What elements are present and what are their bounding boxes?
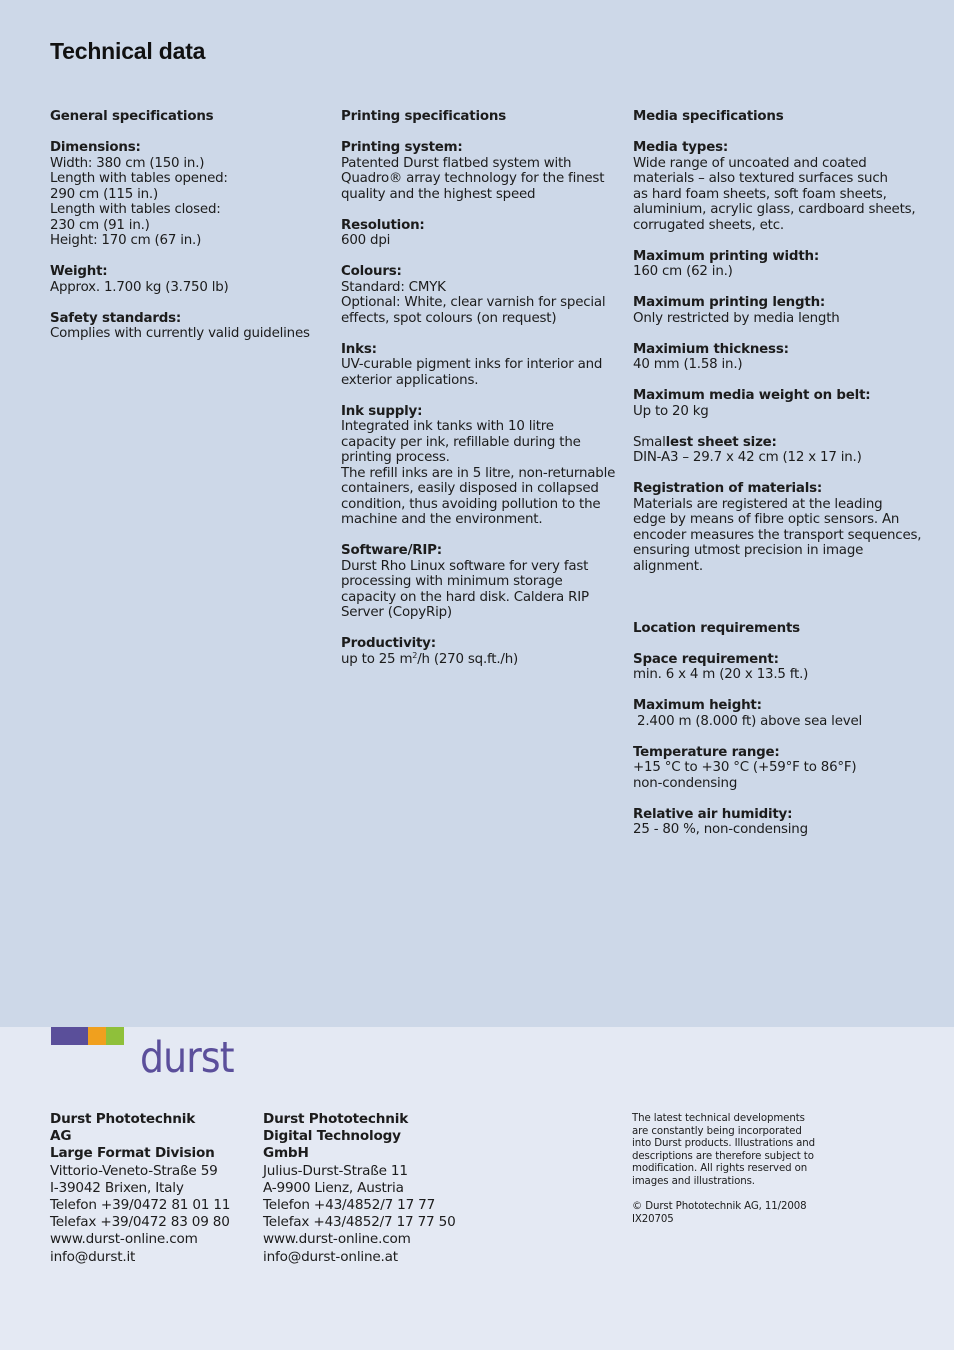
ink-supply-block	[341, 404, 623, 528]
temperature-label: Temperature range:	[633, 744, 780, 760]
registration-line: ensuring utmost precision in image	[633, 543, 864, 558]
max-thickness-label: Maximium thickness:	[633, 341, 789, 357]
ink-supply-line: capacity per ink, refillable during the	[341, 434, 581, 450]
telephone: Telefon +39/0472 81 01 11	[50, 1197, 231, 1214]
document-code: IX20705	[632, 1213, 674, 1225]
media-types-line: Wide range of uncoated and coated	[633, 155, 867, 171]
registration-block	[633, 481, 933, 574]
dimensions-line: Height: 170 cm (67 in.)	[50, 233, 202, 248]
productivity-label: Productivity:	[341, 636, 436, 651]
ink-supply-label: Ink supply:	[341, 403, 423, 419]
general-specifications-column	[50, 109, 330, 357]
ink-supply-line: condition, thus avoiding pollution to the	[341, 496, 601, 512]
company-name-line: AG	[50, 1128, 72, 1145]
humidity-value: 25 - 80 %, non-condensing	[633, 822, 808, 837]
software-block	[341, 543, 623, 621]
ink-supply-line: Integrated ink tanks with 10 litre	[341, 419, 554, 434]
registration-line: encoder measures the transport sequences,	[633, 527, 922, 543]
durst-logo: durst	[140, 1033, 234, 1083]
colours-line: effects, spot colours (on request)	[341, 310, 557, 326]
max-thickness-block	[633, 342, 933, 373]
smallest-sheet-label-start: Smal	[633, 434, 666, 450]
spacer	[632, 1189, 832, 1202]
temperature-line: +15 °C to +30 °C (+59°F to 86°F)	[633, 760, 857, 775]
software-line: capacity on the hard disk. Caldera RIP	[341, 589, 589, 605]
productivity-value	[341, 652, 623, 668]
disclaimer-line: are constantly being incorporated	[632, 1125, 802, 1137]
email-link[interactable]: info@durst-online.at	[263, 1248, 398, 1265]
address-durst-ag	[50, 1111, 250, 1266]
inks-line: UV-curable pigment inks for interior and	[341, 357, 603, 372]
registration-line: edge by means of fibre optic sensors. An	[633, 512, 900, 527]
city-address: A-9900 Lienz, Austria	[263, 1179, 404, 1196]
productivity-block	[341, 636, 623, 667]
media-types-line: as hard foam sheets, soft foam sheets,	[633, 186, 887, 202]
ink-supply-line: containers, easily disposed in collapsed	[341, 481, 599, 496]
max-thickness-value: 40 mm (1.58 in.)	[633, 357, 743, 372]
max-length-label: Maximum printing length:	[633, 295, 826, 310]
dimensions-label: Dimensions:	[50, 140, 141, 155]
disclaimer-line: images and illustrations.	[632, 1175, 755, 1187]
resolution-block	[341, 218, 623, 249]
disclaimer-line: modification. All rights reserved on	[632, 1163, 808, 1175]
website-link[interactable]: www.durst-online.com	[263, 1231, 411, 1248]
disclaimer-line: The latest technical developments	[632, 1113, 805, 1124]
division-name: Large Format Division	[50, 1145, 215, 1162]
max-width-value: 160 cm (62 in.)	[633, 264, 733, 279]
street-address: Vittorio-Veneto-Straße 59	[50, 1162, 218, 1179]
company-name-line: Durst Phototechnik	[263, 1111, 409, 1127]
email-link[interactable]: info@durst.it	[50, 1248, 136, 1265]
location-requirements-heading: Location requirements	[633, 620, 800, 636]
company-name-line: Digital Technology	[263, 1128, 401, 1145]
media-specifications-heading: Media specifications	[633, 109, 784, 124]
software-line: processing with minimum storage	[341, 574, 563, 589]
resolution-label: Resolution:	[341, 217, 425, 233]
smallest-sheet-label	[633, 435, 933, 451]
productivity-superscript: 2	[412, 650, 418, 660]
max-length-block	[633, 295, 933, 326]
colours-block	[341, 264, 623, 326]
printing-system-label: Printing system:	[341, 140, 463, 155]
software-label: Software/RIP:	[341, 543, 442, 558]
temperature-block	[633, 745, 933, 792]
weight-value: Approx. 1.700 kg (3.750 lb)	[50, 279, 229, 295]
max-height-value: 2.400 m (8.000 ft) above sea level	[633, 713, 863, 729]
max-length-value: Only restricted by media length	[633, 310, 840, 326]
registration-line: alignment.	[633, 558, 703, 574]
company-name-line: Durst Phototechnik	[50, 1111, 196, 1127]
footer	[0, 1027, 954, 1350]
max-width-label: Maximum printing width:	[633, 248, 820, 264]
logo-bar-orange	[88, 1027, 106, 1045]
media-types-label: Media types:	[633, 140, 729, 155]
max-weight-label: Maximum media weight on belt:	[633, 388, 871, 403]
website-link[interactable]: www.durst-online.com	[50, 1231, 198, 1248]
registration-line: Materials are registered at the leading	[633, 496, 883, 512]
printing-system-line: Quadro® array technology for the finest	[341, 171, 605, 186]
dimensions-line: Length with tables opened:	[50, 171, 228, 186]
registration-label: Registration of materials:	[633, 481, 823, 496]
max-height-label: Maximum height:	[633, 698, 762, 713]
max-height-block	[633, 698, 933, 729]
printing-system-line: quality and the highest speed	[341, 186, 536, 202]
smallest-sheet-value: DIN-A3 – 29.7 x 42 cm (12 x 17 in.)	[633, 450, 862, 465]
colours-line: Standard: CMYK	[341, 279, 446, 295]
productivity-value-end: /h (270 sq.ft./h)	[417, 651, 519, 667]
safety-label: Safety standards:	[50, 310, 182, 326]
telefax: Telefax +39/0472 83 09 80	[50, 1214, 230, 1231]
printing-system-block	[341, 140, 623, 202]
colours-line: Optional: White, clear varnish for special	[341, 295, 606, 310]
disclaimer-line: descriptions are therefore subject to	[632, 1150, 814, 1162]
media-types-line: corrugated sheets, etc.	[633, 217, 784, 233]
copyright: © Durst Phototechnik AG, 11/2008	[632, 1201, 807, 1213]
max-weight-block	[633, 388, 933, 419]
dimensions-block	[50, 140, 330, 249]
software-line: Durst Rho Linux software for very fast	[341, 558, 589, 574]
space-requirement-label: Space requirement:	[633, 651, 779, 667]
ink-supply-line: The refill inks are in 5 litre, non-returnable	[341, 465, 616, 481]
inks-block	[341, 342, 623, 389]
space-requirement-value: min. 6 x 4 m (20 x 13.5 ft.)	[633, 667, 809, 682]
ink-supply-line: printing process.	[341, 450, 450, 465]
humidity-block	[633, 807, 933, 838]
dimensions-line: 290 cm (115 in.)	[50, 186, 159, 202]
inks-line: exterior applications.	[341, 372, 479, 388]
resolution-value: 600 dpi	[341, 233, 391, 248]
max-weight-value: Up to 20 kg	[633, 403, 709, 419]
media-types-line: materials – also textured surfaces such	[633, 171, 888, 186]
max-width-block	[633, 249, 933, 280]
smallest-sheet-block	[633, 435, 933, 466]
printing-specifications-column	[341, 109, 623, 683]
media-types-block	[633, 140, 933, 233]
city-address: I-39042 Brixen, Italy	[50, 1179, 184, 1196]
telefax: Telefax +43/4852/7 17 77 50	[263, 1214, 456, 1231]
media-types-line: aluminium, acrylic glass, cardboard sheets,	[633, 202, 916, 217]
space-requirement-block	[633, 652, 933, 683]
disclaimer	[632, 1113, 832, 1226]
weight-label: Weight:	[50, 264, 108, 279]
humidity-label: Relative air humidity:	[633, 806, 793, 822]
software-line: Server (CopyRip)	[341, 605, 452, 620]
address-durst-gmbh	[263, 1111, 483, 1266]
printing-specifications-heading: Printing specifications	[341, 109, 506, 124]
disclaimer-line: into Durst products. Illustrations and	[632, 1138, 816, 1150]
weight-block	[50, 264, 330, 295]
printing-system-line: Patented Durst flatbed system with	[341, 155, 572, 171]
temperature-line: non-condensing	[633, 775, 738, 791]
colours-label: Colours:	[341, 264, 402, 279]
dimensions-line: Width: 380 cm (150 in.)	[50, 155, 205, 171]
general-specifications-heading: General specifications	[50, 109, 214, 124]
street-address: Julius-Durst-Straße 11	[263, 1162, 408, 1179]
logo-bar-purple	[51, 1027, 88, 1045]
dimensions-line: 230 cm (91 in.)	[50, 217, 150, 233]
safety-block	[50, 311, 330, 342]
productivity-value-start: up to 25 m	[341, 651, 413, 667]
page-title: Technical data	[50, 38, 206, 64]
telephone: Telefon +43/4852/7 17 77	[263, 1197, 436, 1214]
dimensions-line: Length with tables closed:	[50, 202, 221, 217]
media-specifications-column	[633, 109, 933, 853]
logo-bar-green	[106, 1027, 124, 1045]
inks-label: Inks:	[341, 341, 377, 357]
ink-supply-line: machine and the environment.	[341, 512, 543, 527]
smallest-sheet-label-end: lest sheet size:	[665, 434, 777, 450]
company-name-line: GmbH	[263, 1145, 309, 1162]
safety-value: Complies with currently valid guidelines	[50, 326, 310, 341]
